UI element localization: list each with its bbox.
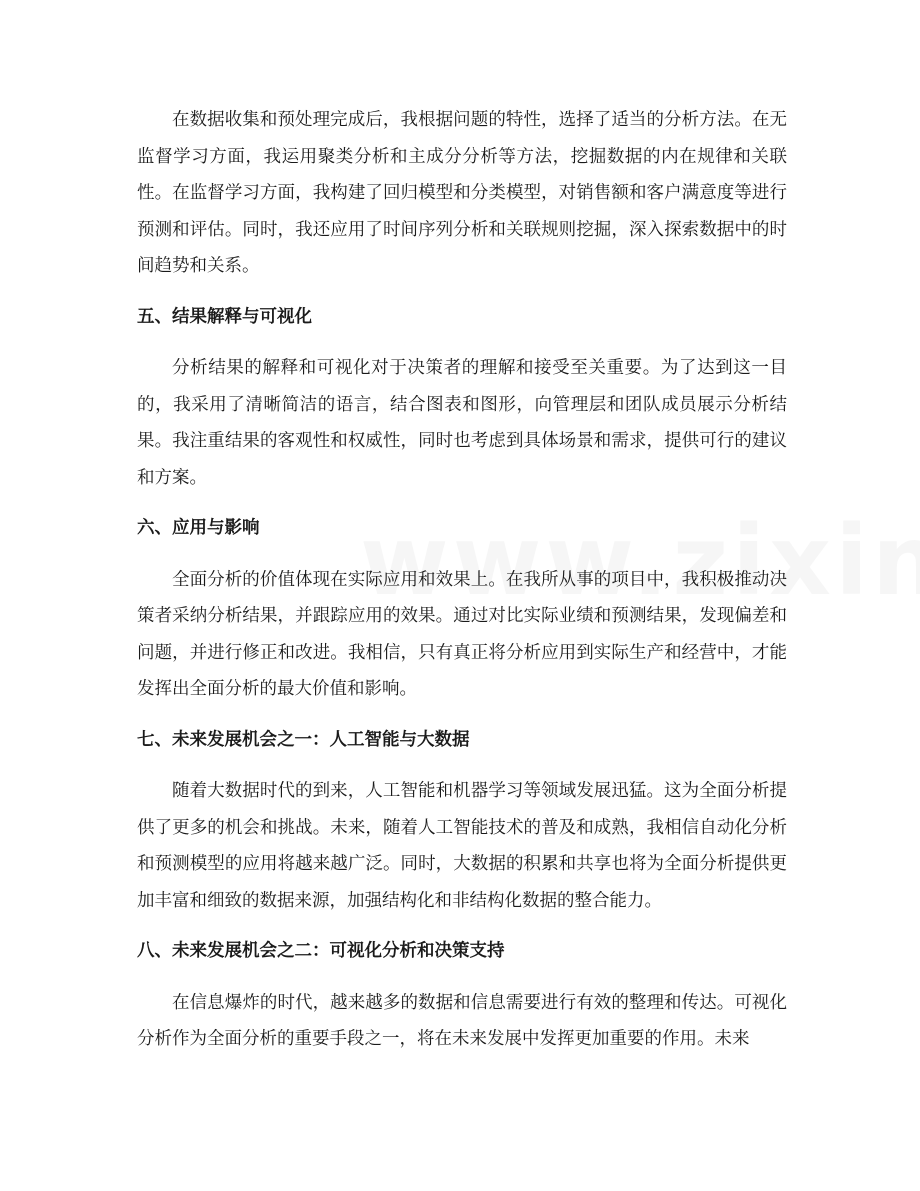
- paragraph-section-5: 分析结果的解释和可视化对于决策者的理解和接受至关重要。为了达到这一目的，我采用了清晰简洁的语言，结合图表和图形，向管理层和团队成员展示分析结果。我注重结果的客观性和权威性，同时也考虑到具体场景和需求，提供可行的建议和方案。: [137, 358, 787, 488]
- heading-section-5: 五、结果解释与可视化: [137, 306, 312, 327]
- document-body: [137, 102, 787, 1058]
- heading-section-7: 七、未来发展机会之一：人工智能与大数据: [137, 729, 470, 750]
- paragraph-section-7: 随着大数据时代的到来，人工智能和机器学习等领域发展迅猛。这为全面分析提供了更多的机会和挑战。未来，随着人工智能技术的普及和成熟，我相信自动化分析和预测模型的应用将越来越广泛。同时，大数据的积累和共享也将为全面分析提供更加丰富和细致的数据来源，加强结构化和非结构化数据的整合能力。: [137, 781, 787, 911]
- paragraph-section-8: 在信息爆炸的时代，越来越多的数据和信息需要进行有效的整理和传达。可视化分析作为全面分析的重要手段之一，将在未来发展中发挥更加重要的作用。未来: [137, 992, 787, 1049]
- paragraph-section-6: 全面分析的价值体现在实际应用和效果上。在我所从事的项目中，我积极推动决策者采纳分析结果，并跟踪应用的效果。通过对比实际业绩和预测结果，发现偏差和问题，并进行修正和改进。我相信，只有真正将分析应用到实际生产和经营中，才能发挥出全面分析的最大价值和影响。: [137, 569, 787, 699]
- heading-section-6: 六、应用与影响: [137, 518, 260, 538]
- heading-section-8: 八、未来发展机会之二：可视化分析和决策支持: [137, 941, 505, 961]
- paragraph-methods: 在数据收集和预处理完成后，我根据问题的特性，选择了适当的分析方法。在无监督学习方面，我运用聚类分析和主成分分析等方法，挖掘数据的内在规律和关联性。在监督学习方面，我构建了回归模型和分类模型，对销售额和客户满意度等进行预测和评估。同时，我还应用了时间序列分析和关联规则挖掘，深入探索数据中的时间趋势和关系。: [137, 110, 787, 276]
